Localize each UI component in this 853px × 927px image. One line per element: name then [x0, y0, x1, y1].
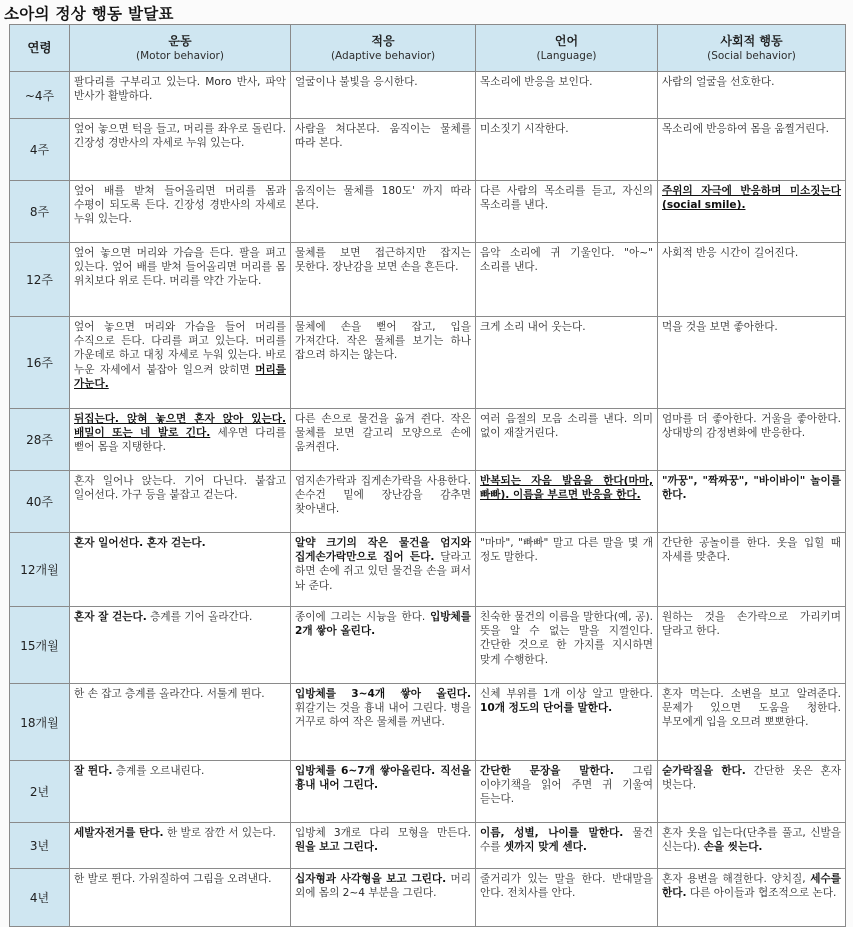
cell-text: 사회적 반응 시간이 길어진다.	[662, 247, 799, 259]
emphasized-text: 숟가락질을 한다.	[662, 765, 746, 777]
cell-text: 사람의 얼굴을 선호한다.	[662, 76, 775, 88]
social-cell	[658, 409, 846, 471]
header-age: 연령	[10, 25, 70, 72]
cell-text: 종이에 그리는 시늉을 한다.	[295, 611, 431, 623]
emphasized-text: 10개 정도의 단어를 말한다.	[480, 702, 613, 715]
emphasized-text: 간단한 문장을 말한다.	[480, 765, 614, 777]
age-cell: 8주	[10, 181, 70, 243]
language-cell	[476, 607, 658, 684]
emphasized-text: 주위의 자극에 반응하며 미소짓는다(social smile).	[662, 185, 841, 212]
language-cell	[476, 243, 658, 317]
emphasized-text: 입방체를 6~7개 쌓아올린다. 직선을 흉내 내어 그린다.	[295, 765, 471, 792]
table-row	[10, 181, 846, 243]
motor-cell	[70, 181, 291, 243]
adaptive-cell	[291, 72, 476, 119]
motor-cell	[70, 869, 291, 927]
emphasized-text: 입방체를 3~4개 쌓아 올린다.	[295, 688, 471, 700]
cell-text: 혼자 일어나 앉는다. 기어 다닌다. 붙잡고 일어선다. 가구 등을 붙잡고 걷는다.	[74, 475, 286, 502]
motor-cell	[70, 533, 291, 607]
header-row	[10, 25, 846, 72]
cell-text: 원하는 것을 손가락으로 가리키며 달라고 한다.	[662, 611, 841, 638]
emphasized-text: 뒤집는다. 앉혀 놓으면 혼자 앉아 있는다. 배밀이 또는 네 발로 긴다.	[74, 413, 286, 440]
language-cell	[476, 72, 658, 119]
emphasized-text: 알약 크기의 작은 물건을 엄지와 집게손가락만으로 집어 든다.	[295, 537, 471, 564]
adaptive-cell	[291, 119, 476, 181]
social-cell	[658, 243, 846, 317]
development-table	[9, 24, 846, 927]
language-cell	[476, 533, 658, 607]
cell-text: 여러 음절의 모음 소리를 낸다. 의미 없이 재잘거린다.	[480, 413, 653, 440]
age-cell: 2년	[10, 761, 70, 823]
language-cell	[476, 119, 658, 181]
social-cell	[658, 869, 846, 927]
social-cell	[658, 317, 846, 409]
cell-text: 미소짓기 시작한다.	[480, 123, 569, 135]
adaptive-cell	[291, 823, 476, 869]
social-cell	[658, 72, 846, 119]
motor-cell	[70, 243, 291, 317]
motor-cell	[70, 823, 291, 869]
cell-text: 입방체 3개로 다리 모형을 만든다.	[295, 827, 471, 839]
social-cell	[658, 533, 846, 607]
motor-cell	[70, 471, 291, 533]
language-cell	[476, 181, 658, 243]
cell-text: 물체에 손을 뻗어 잡고, 입을 가져간다. 작은 물체를 보기는 하나 잡으려 하지는 않는다.	[295, 321, 471, 362]
social-cell	[658, 761, 846, 823]
header-motor: 운동 (Motor behavior)	[70, 25, 291, 72]
page-title: 소아의 정상 행동 발달표	[4, 5, 174, 23]
emphasized-text: 원을 보고 그린다.	[295, 841, 379, 854]
adaptive-cell	[291, 869, 476, 927]
cell-text: 층계를 오르내린다.	[112, 765, 205, 777]
cell-text: 엄마를 더 좋아한다. 거울을 좋아한다. 상대방의 감정변화에 반응한다.	[662, 413, 841, 440]
cell-text: 신체 부위를 1개 이상 알고 말한다.	[480, 688, 653, 700]
age-cell: 18개월	[10, 684, 70, 761]
age-cell: 12개월	[10, 533, 70, 607]
table-row	[10, 119, 846, 181]
header-adaptive: 적응 (Adaptive behavior)	[291, 25, 476, 72]
emphasized-text: 혼자 일어선다. 혼자 걷는다.	[74, 537, 206, 549]
adaptive-cell	[291, 317, 476, 409]
cell-text: 세우면 다리를 뻗어 몸을 지탱한다.	[74, 427, 286, 454]
adaptive-cell	[291, 409, 476, 471]
emphasized-text: 이름, 성별, 나이를 말한다.	[480, 827, 624, 839]
emphasized-text: 손을 씻는다.	[703, 841, 763, 854]
cell-text: 혼자 용변을 해결한다. 양치질,	[662, 873, 811, 885]
cell-text: 한 발로 잠깐 서 있는다.	[163, 827, 276, 839]
language-cell	[476, 471, 658, 533]
age-cell: 4년	[10, 869, 70, 927]
cell-text: 목소리에 반응하여 몸을 움찔거린다.	[662, 123, 829, 135]
cell-text: 한 발로 뛴다. 가위질하여 그림을 오려낸다.	[74, 873, 272, 885]
emphasized-text: 입방체를 2개 쌓아 올린다.	[295, 611, 471, 638]
social-cell	[658, 471, 846, 533]
social-cell	[658, 181, 846, 243]
cell-text: 팔다리를 구부리고 있는다. Moro 반사, 파악 반사가 활발하다.	[74, 76, 286, 103]
cell-text: 엎어 놓으면 턱을 들고, 머리를 좌우로 돌린다. 긴장성 경반사의 자세로 누워 있는다.	[74, 123, 286, 150]
table-row	[10, 533, 846, 607]
motor-cell	[70, 317, 291, 409]
cell-text: 엄지손가락과 집게손가락을 사용한다. 손수건 밑에 장난감을 감추면 찾아낸다.	[295, 475, 471, 516]
age-cell: 15개월	[10, 607, 70, 684]
cell-text: 물건 수를	[480, 827, 653, 854]
cell-text: 엎어 놓으면 머리와 가슴을 들어 머리를 수직으로 든다. 다리를 펴고 있는다. 머리를 가운데로 하고 대칭 자세로 누워 있는다. 바로 누운 자세에서 붙잡아 일으켜 앉히면	[74, 321, 286, 376]
table-row	[10, 607, 846, 684]
cell-text: 엎어 배를 받쳐 들어올리면 머리를 몸과 수평이 되도록 든다. 긴장성 경반사의 자세로 누워 있는다.	[74, 185, 286, 226]
social-cell	[658, 823, 846, 869]
adaptive-cell	[291, 607, 476, 684]
age-cell: 3년	[10, 823, 70, 869]
emphasized-text: 반복되는 자음 발음을 한다(마마, 빠빠). 이름을 부르면 반응을 한다.	[480, 475, 653, 502]
cell-text: 다른 사람의 목소리를 듣고, 자신의 목소리를 낸다.	[480, 185, 653, 212]
language-cell	[476, 823, 658, 869]
cell-text: 친숙한 물건의 이름을 말한다(예, 공). 뜻을 알 수 없는 말을 지껄인다. 간단한 것으로 한 가지를 지시하면 맞게 수행한다.	[480, 611, 653, 666]
table-row	[10, 409, 846, 471]
language-cell	[476, 761, 658, 823]
cell-text: 한 손 잡고 층계를 올라간다. 서툴게 뛴다.	[74, 688, 265, 700]
cell-text: 물체를 보면 접근하지만 잡지는 못한다. 장난감을 보면 손을 흔든다.	[295, 247, 471, 274]
motor-cell	[70, 72, 291, 119]
cell-text: 다른 손으로 물건을 옮겨 쥔다. 작은 물체를 보면 갈고리 모양으로 손에 움켜쥔다.	[295, 413, 471, 454]
cell-text: 움직이는 물체를 180도' 까지 따라 본다.	[295, 185, 471, 212]
age-cell: 16주	[10, 317, 70, 409]
cell-text: 층계를 기어 올라간다.	[146, 611, 253, 623]
cell-text: 머리 외에 몸의 2~4 부분을 그린다.	[295, 873, 471, 900]
age-cell: 4주	[10, 119, 70, 181]
header-language: 언어 (Language)	[476, 25, 658, 72]
cell-text: 휘갈기는 것을 흉내 내어 그린다. 병을 거꾸로 하여 작은 물체를 꺼낸다.	[295, 702, 471, 729]
cell-text: "마마", "빠빠" 말고 다른 말을 몇 개 정도 말한다.	[480, 537, 653, 564]
motor-cell	[70, 607, 291, 684]
motor-cell	[70, 409, 291, 471]
age-cell: 28주	[10, 409, 70, 471]
cell-text: 달라고 하면 손에 쥐고 있던 물건을 손을 펴서 놔 준다.	[295, 551, 472, 592]
table-row	[10, 761, 846, 823]
adaptive-cell	[291, 181, 476, 243]
motor-cell	[70, 761, 291, 823]
header-social: 사회적 행동 (Social behavior)	[658, 25, 846, 72]
social-cell	[658, 684, 846, 761]
emphasized-text: 셋까지 맞게 센다.	[503, 841, 587, 854]
language-cell	[476, 317, 658, 409]
cell-text: 간단한 공놀이를 한다. 옷을 입힐 때 자세를 맞춘다.	[662, 537, 841, 564]
cell-text: 음악 소리에 귀 기울인다. "아~" 소리를 낸다.	[480, 247, 653, 274]
cell-text: 사람을 쳐다본다. 움직이는 물체를 따라 본다.	[295, 123, 471, 150]
emphasized-text: "까꿍", "짝짜꿍", "바이바이" 놀이를 한다.	[662, 475, 841, 502]
table-row	[10, 823, 846, 869]
table-row	[10, 471, 846, 533]
adaptive-cell	[291, 243, 476, 317]
social-cell	[658, 607, 846, 684]
table-row	[10, 243, 846, 317]
table-row	[10, 684, 846, 761]
emphasized-text: 혼자 잘 걷는다.	[74, 611, 147, 623]
emphasized-text: 잘 뛴다.	[74, 765, 113, 777]
emphasized-text: 머리를 가눈다.	[74, 363, 286, 390]
cell-text: 엎어 놓으면 머리와 가슴을 든다. 팔을 펴고 있는다. 엎어 배를 받쳐 들어올리면 머리를 몸 위치보다 위로 든다. 머리를 약간 가눈다.	[74, 247, 286, 288]
motor-cell	[70, 684, 291, 761]
age-cell: 12주	[10, 243, 70, 317]
age-cell: 40주	[10, 471, 70, 533]
emphasized-text: 십자형과 사각형을 보고 그린다.	[295, 873, 447, 885]
cell-text: 다른 아이들과 협조적으로 논다.	[686, 887, 837, 900]
cell-text: 줄거리가 있는 말을 한다. 반대말을 안다. 전치사를 안다.	[480, 873, 653, 900]
adaptive-cell	[291, 684, 476, 761]
language-cell	[476, 409, 658, 471]
table-row	[10, 317, 846, 409]
age-cell: ~4주	[10, 72, 70, 119]
language-cell	[476, 684, 658, 761]
cell-text: 혼자 먹는다. 소변을 보고 알려준다. 문제가 있으면 도움을 청한다. 부모에게 입을 오므려 뽀뽀한다.	[662, 688, 841, 729]
adaptive-cell	[291, 761, 476, 823]
cell-text: 먹을 것을 보면 좋아한다.	[662, 321, 778, 333]
table-row	[10, 869, 846, 927]
adaptive-cell	[291, 533, 476, 607]
emphasized-text: 세발자전거를 탄다.	[74, 827, 164, 839]
adaptive-cell	[291, 471, 476, 533]
language-cell	[476, 869, 658, 927]
table-row	[10, 72, 846, 119]
cell-text: 목소리에 반응을 보인다.	[480, 76, 593, 88]
cell-text: 혼자 옷을 입는다(단추를 풀고, 신발을 신는다).	[662, 827, 841, 854]
cell-text: 그림 이야기책을 읽어 주면 귀 기울여 듣는다.	[480, 765, 653, 806]
motor-cell	[70, 119, 291, 181]
social-cell	[658, 119, 846, 181]
cell-text: 간단한 옷은 혼자 벗는다.	[662, 765, 841, 792]
emphasized-text: 세수를 한다.	[662, 873, 841, 900]
cell-text: 얼굴이나 불빛을 응시한다.	[295, 76, 418, 88]
cell-text: 크게 소리 내어 웃는다.	[480, 321, 586, 333]
